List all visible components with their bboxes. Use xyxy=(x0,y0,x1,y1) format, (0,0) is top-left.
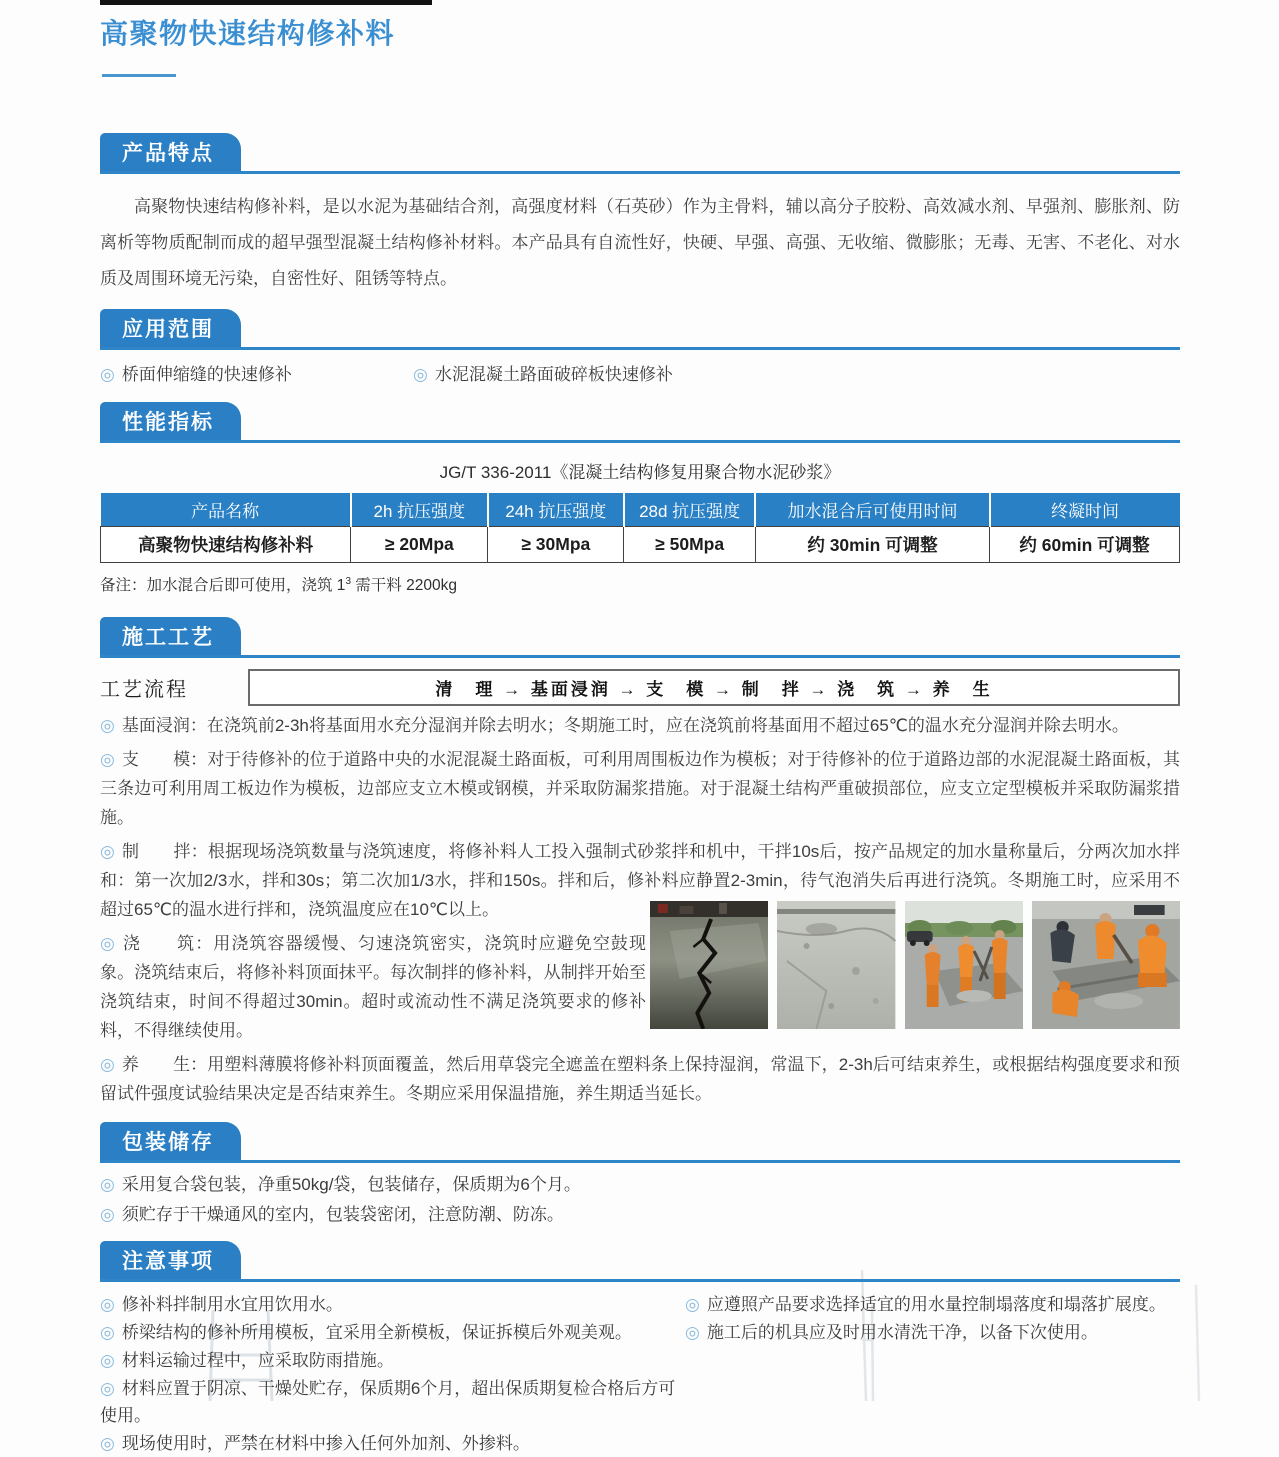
precaution-item xyxy=(685,1319,1180,1346)
packaging-item xyxy=(100,1201,1180,1229)
precaution-item-text: 现场使用时，严禁在材料中掺入任何外加剂、外掺料。 xyxy=(121,1434,530,1453)
table-header-cell: 终凝时间 xyxy=(990,493,1180,527)
precaution-item-text: 材料应置于阴凉、干燥处贮存，保质期6个月，超出保质期复检合格后方可使用。 xyxy=(100,1379,676,1425)
table-cell: 高聚物快速结构修补料 xyxy=(101,527,351,563)
precaution-item xyxy=(685,1291,1180,1318)
ring-bullet-icon: ◎ xyxy=(100,365,115,384)
precaution-item xyxy=(100,1347,685,1374)
section-tab-packaging: 包装储存 xyxy=(100,1122,241,1160)
ring-bullet-icon: ◎ xyxy=(100,1323,115,1342)
title-underline xyxy=(102,74,176,77)
ring-bullet-icon: ◎ xyxy=(685,1323,700,1342)
flow-label: 工艺流程 xyxy=(100,679,188,701)
workers-patching-joint-photo xyxy=(1032,901,1180,1029)
table-cell: 约 30min 可调整 xyxy=(755,527,989,563)
process-step-text: 制 拌：根据现场浇筑数量与浇筑速度，将修补料人工投入强制式砂浆拌和机中，干拌10s后，按产品规定的加水量称量后，分两次加水拌和：第一次加2/3水，拌和30s；第二次加1/3水，拌和150s。拌和后，修补料应静置2-3min，待气泡消失后再进行浇筑。冬期施工时，应采用不超过65℃的温水进行拌和，浇筑温度应在10℃以上。 xyxy=(100,842,1180,919)
section-header-process xyxy=(100,617,1180,658)
table-header-row xyxy=(101,493,1180,527)
application-item xyxy=(413,363,673,387)
precaution-item-text: 施工后的机具应及时用水清洗干净，以备下次使用。 xyxy=(706,1323,1098,1342)
table-note-prefix: 备注：加水混合后即可使用，浇筑 1 xyxy=(100,577,346,594)
ring-bullet-icon: ◎ xyxy=(100,716,115,735)
ring-bullet-icon: ◎ xyxy=(100,934,116,953)
table-header-cell: 28d 抗压强度 xyxy=(624,493,756,527)
application-item-text: 桥面伸缩缝的快速修补 xyxy=(121,365,292,384)
flow-diagram-box: 清 理 → 基面浸润 → 支 模 → 制 拌 → 浇 筑 → 养 生 xyxy=(248,669,1180,706)
top-edge-strip xyxy=(100,0,432,5)
process-step-wetting xyxy=(100,711,1180,740)
standard-reference: JG/T 336-2011《混凝土结构修复用聚合物水泥砂浆》 xyxy=(439,463,841,482)
table-header-cell: 24h 抗压强度 xyxy=(488,493,624,527)
table-cell: 约 60min 可调整 xyxy=(990,527,1180,563)
table-note-superscript: 3 xyxy=(345,575,351,587)
process-step-curing xyxy=(100,1050,1180,1108)
table-cell: ≥ 30Mpa xyxy=(488,527,624,563)
precaution-item-text: 材料运输过程中，应采取防雨措施。 xyxy=(121,1351,394,1370)
process-step-text: 养 生：用塑料薄膜将修补料顶面覆盖，然后用草袋完全遮盖在塑料条上保持湿润，常温下，2-3h后可结束养生，或根据结构强度要求和预留试件强度试验结果决定是否结束养生。冬期应采用保温措施，养生期适当延长。 xyxy=(100,1055,1180,1103)
applications-list xyxy=(100,363,1180,387)
section-tab-features: 产品特点 xyxy=(100,133,241,171)
ring-bullet-icon: ◎ xyxy=(100,1175,115,1194)
ring-bullet-icon: ◎ xyxy=(100,1379,115,1398)
ring-bullet-icon: ◎ xyxy=(100,1055,115,1074)
road-repair-crew-photo xyxy=(905,901,1023,1029)
ring-bullet-icon: ◎ xyxy=(100,1434,115,1453)
table-note xyxy=(100,573,1180,595)
packaging-list xyxy=(100,1171,1180,1229)
table-header-cell: 产品名称 xyxy=(101,493,351,527)
performance-table xyxy=(100,493,1180,563)
application-item xyxy=(100,363,413,387)
section-header-performance xyxy=(100,402,1180,443)
section-tab-process: 施工工艺 xyxy=(100,617,241,655)
ring-bullet-icon: ◎ xyxy=(685,1295,700,1314)
table-header-cell: 加水混合后可使用时间 xyxy=(755,493,989,527)
ring-bullet-icon: ◎ xyxy=(100,1295,115,1314)
table-note-suffix: 需干料 2200kg xyxy=(351,577,457,594)
precautions-list xyxy=(100,1290,1180,1457)
precaution-item xyxy=(100,1430,685,1457)
precaution-item-text: 修补料拌制用水宜用饮用水。 xyxy=(121,1295,343,1314)
packaging-item-text: 须贮存于干燥通风的室内，包装袋密闭，注意防潮、防冻。 xyxy=(121,1205,564,1224)
section-tab-performance: 性能指标 xyxy=(100,402,241,440)
section-tab-applications: 应用范围 xyxy=(100,309,241,347)
ring-bullet-icon: ◎ xyxy=(100,750,115,769)
process-step-pouring xyxy=(100,929,646,1045)
ring-bullet-icon: ◎ xyxy=(413,365,428,384)
section-header-features xyxy=(100,133,1180,174)
section-header-applications xyxy=(100,309,1180,350)
precaution-item xyxy=(100,1375,685,1429)
ring-bullet-icon: ◎ xyxy=(100,1351,115,1370)
precautions-left-column xyxy=(100,1290,685,1457)
process-flow-row xyxy=(100,669,1180,706)
process-step-formwork xyxy=(100,745,1180,832)
ring-bullet-icon: ◎ xyxy=(100,842,116,861)
table-row xyxy=(101,527,1180,563)
section-tab-precautions: 注意事项 xyxy=(100,1241,241,1279)
section-header-precautions xyxy=(100,1241,1180,1282)
precaution-item-text: 应遵照产品要求选择适宜的用水量控制塌落度和塌落扩展度。 xyxy=(706,1295,1166,1314)
table-cell: ≥ 50Mpa xyxy=(624,527,756,563)
section-header-packaging xyxy=(100,1122,1180,1163)
page-title: 高聚物快速结构修补料 xyxy=(100,18,396,49)
precaution-item xyxy=(100,1319,685,1346)
precaution-item xyxy=(100,1291,685,1318)
cracked-dark-pavement-photo xyxy=(650,901,768,1029)
process-photo-strip xyxy=(650,901,1180,1029)
table-header-cell: 2h 抗压强度 xyxy=(351,493,488,527)
worn-concrete-slab-photo xyxy=(777,901,895,1029)
table-cell: ≥ 20Mpa xyxy=(351,527,488,563)
process-step-text: 浇 筑：用浇筑容器缓慢、匀速浇筑密实，浇筑时应避免空鼓现象。浇筑结束后，将修补料顶面抹平。每次制拌的修补料，从制拌开始至浇筑结束，时间不得超过30min。超时或流动性不满足浇筑要求的修补料，不得继续使用。 xyxy=(100,934,647,1040)
process-step-text: 支 模：对于待修补的位于道路中央的水泥混凝土路面板，可利用周围板边作为模板；对于待修补的位于道路边部的水泥混凝土路面板，其三条边可利用周工板边作为模板，边部应支立木模或钢模，并采取防漏浆措施。对于混凝土结构严重破损部位，应支立定型模板并采取防漏浆措施。 xyxy=(100,750,1180,827)
process-steps xyxy=(100,711,1180,1108)
process-step-text: 基面浸润：在浇筑前2-3h将基面用水充分湿润并除去明水；冬期施工时，应在浇筑前将基面用不超过65℃的温水充分湿润并除去明水。 xyxy=(121,716,1129,735)
ring-bullet-icon: ◎ xyxy=(100,1205,115,1224)
packaging-item xyxy=(100,1171,1180,1199)
document-page xyxy=(100,0,1180,1457)
precaution-item-text: 桥梁结构的修补所用模板，宜采用全新模板，保证拆模后外观美观。 xyxy=(121,1323,632,1342)
precautions-right-column xyxy=(685,1290,1180,1457)
application-item-text: 水泥混凝土路面破碎板快速修补 xyxy=(434,365,673,384)
packaging-item-text: 采用复合袋包装，净重50kg/袋，包装储存，保质期为6个月。 xyxy=(121,1175,581,1194)
features-paragraph: 高聚物快速结构修补料，是以水泥为基础结合剂，高强度材料（石英砂）作为主骨料，辅以高分子胶粉、高效减水剂、早强剂、膨胀剂、防离析等物质配制而成的超早强型混凝土结构修补材料。本产品具有自流性好，快硬、早强、高强、无收缩、微膨胀；无毒、无害、不老化、对水质及周围环境无污染，自密性好、阻锈等特点。 xyxy=(100,197,1180,288)
